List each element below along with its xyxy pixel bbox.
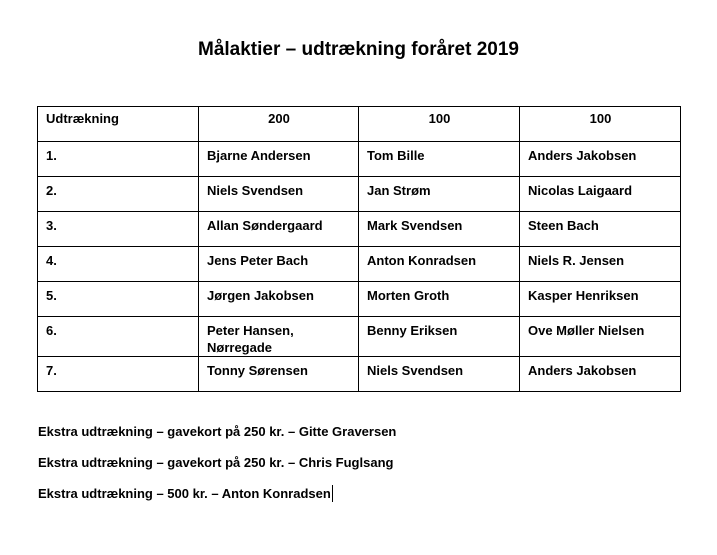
table-row [38,177,681,212]
winner-cell: Niels R. Jensen [520,247,681,282]
extra-draw-text[interactable]: Ekstra udtrækning – 500 kr. – Anton Konradsen [38,486,331,501]
header-cell-prize-100-b: 100 [520,107,681,142]
header-cell-draw: Udtrækning [38,107,199,142]
draw-number-cell: 5. [38,282,199,317]
winner-cell: Jan Strøm [359,177,520,212]
draw-number-cell: 2. [38,177,199,212]
winner-cell: Tom Bille [359,142,520,177]
winner-cell: Anton Konradsen [359,247,520,282]
winner-cell: Tonny Sørensen [199,357,359,392]
extra-draw-text[interactable]: Ekstra udtrækning – gavekort på 250 kr. – Gitte Graversen [38,424,397,439]
winner-cell: Ove Møller Nielsen [520,317,681,357]
table-row [38,212,681,247]
table-row [38,247,681,282]
text-cursor [332,485,333,502]
winner-cell: Niels Svendsen [199,177,359,212]
winner-cell: Bjarne Andersen [199,142,359,177]
winner-cell: Allan Søndergaard [199,212,359,247]
winner-cell: Peter Hansen, Nørregade [199,317,359,357]
winner-cell: Kasper Henriksen [520,282,681,317]
draw-number-cell: 7. [38,357,199,392]
winner-cell: Anders Jakobsen [520,142,681,177]
winner-cell: Steen Bach [520,212,681,247]
header-cell-prize-100-a: 100 [359,107,520,142]
table-header-row [38,107,681,142]
table-row [38,357,681,392]
draw-number-cell: 3. [38,212,199,247]
winner-cell: Benny Eriksen [359,317,520,357]
table-row [38,317,681,357]
winner-cell: Mark Svendsen [359,212,520,247]
document-title: Målaktier – udtrækning foråret 2019 [198,39,519,60]
winner-cell: Niels Svendsen [359,357,520,392]
header-cell-prize-200: 200 [199,107,359,142]
extra-draw-line[interactable] [38,485,396,516]
winner-cell: Jens Peter Bach [199,247,359,282]
winner-cell: Morten Groth [359,282,520,317]
draw-number-cell: 6. [38,317,199,357]
winner-cell: Anders Jakobsen [520,357,681,392]
extra-draw-text[interactable]: Ekstra udtrækning – gavekort på 250 kr. – Chris Fuglsang [38,455,394,470]
winner-cell: Nicolas Laigaard [520,177,681,212]
draw-number-cell: 4. [38,247,199,282]
extra-draws-list [38,423,396,516]
extra-draw-line[interactable] [38,423,396,454]
table-row [38,282,681,317]
draw-table [37,106,681,392]
extra-draw-line[interactable] [38,454,396,485]
table-row [38,142,681,177]
winner-cell: Jørgen Jakobsen [199,282,359,317]
draw-number-cell: 1. [38,142,199,177]
